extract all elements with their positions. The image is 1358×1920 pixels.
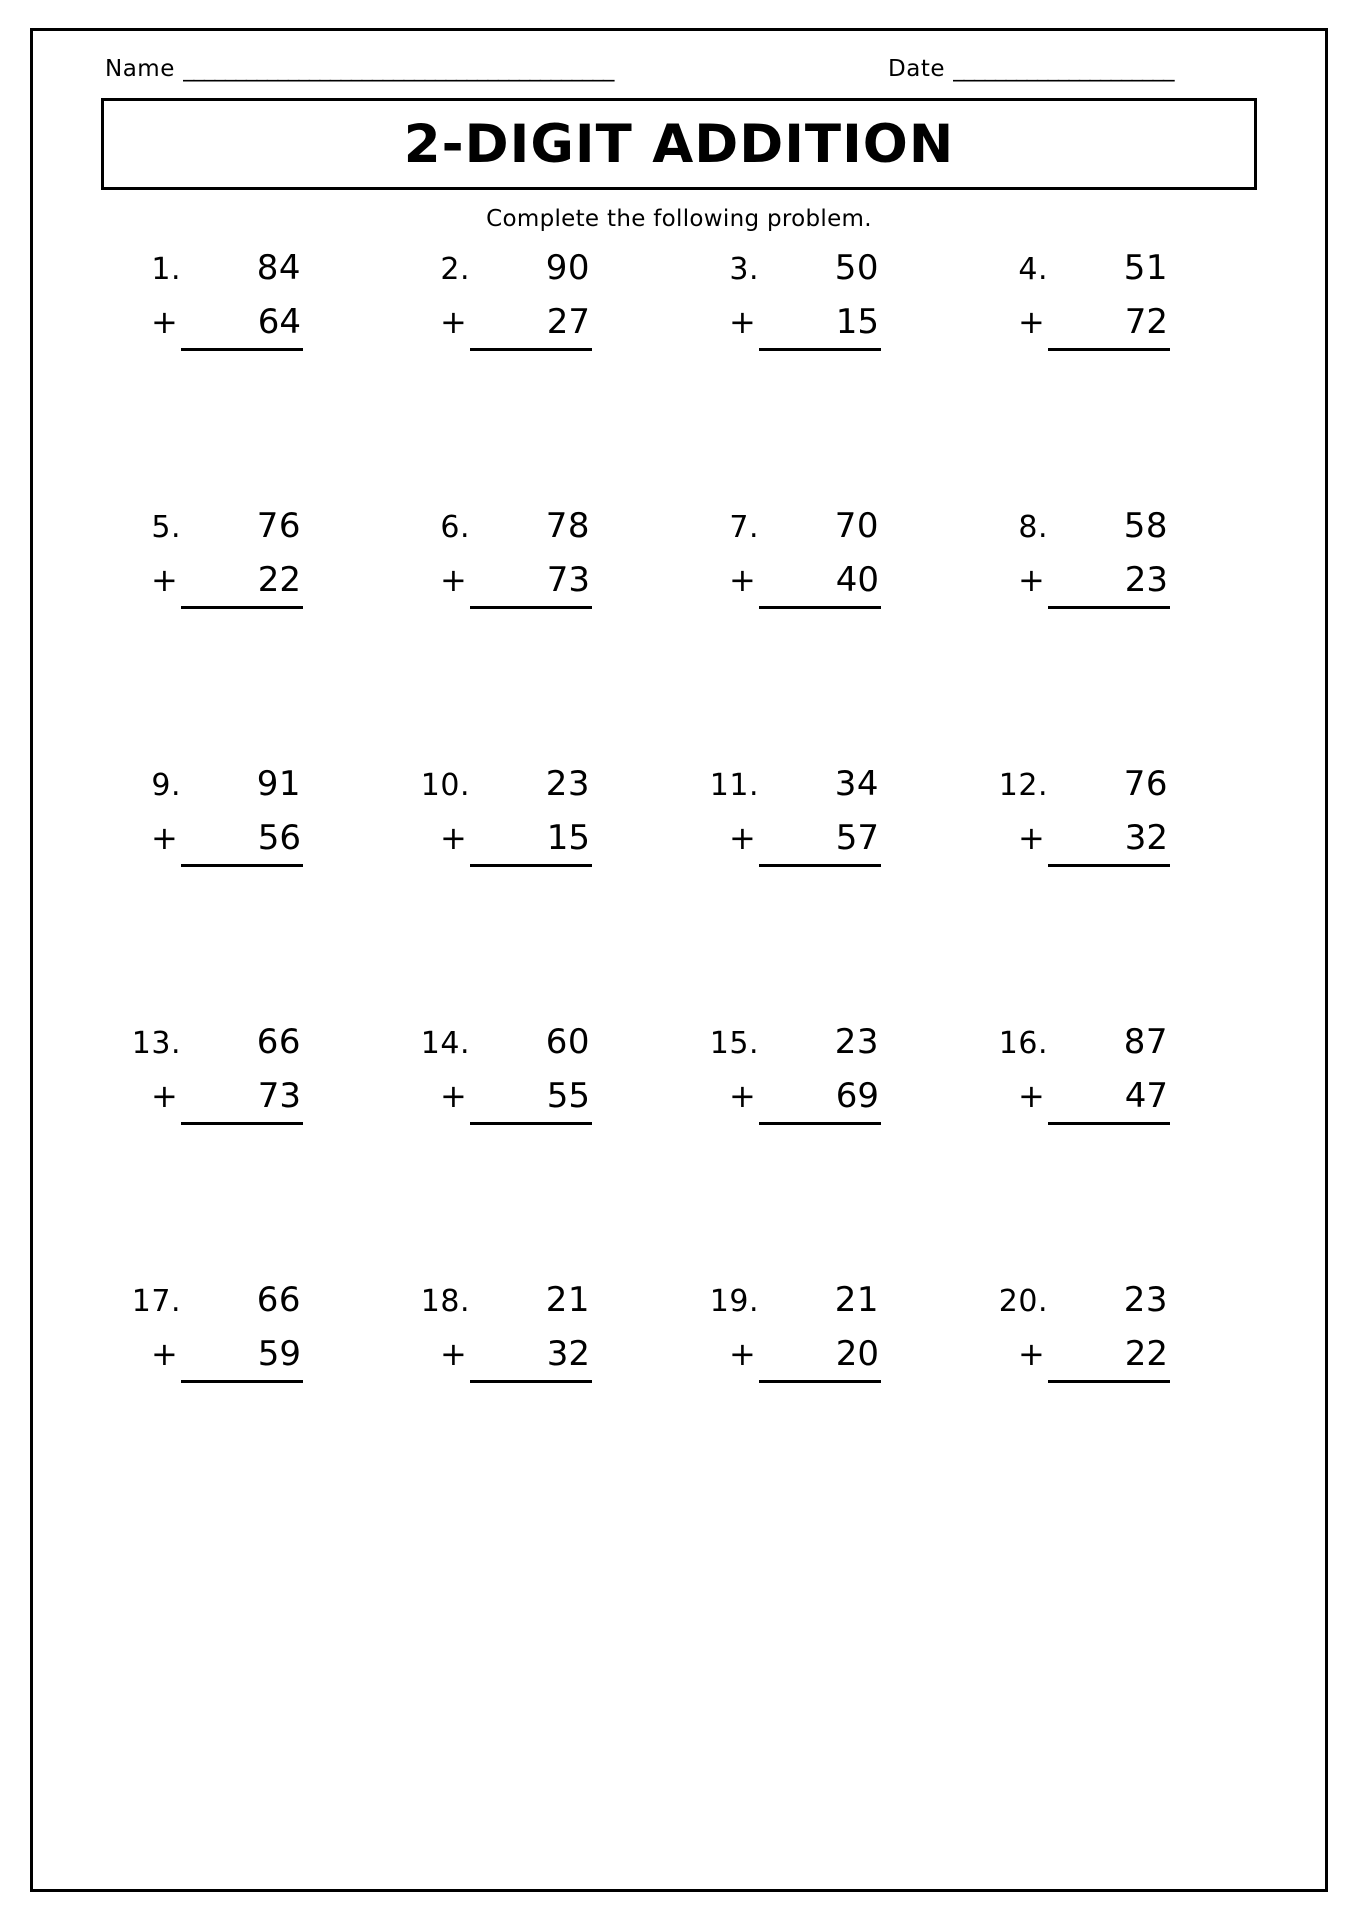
plus-operator: + [151,1335,178,1373]
problem-bottom-row [119,302,390,342]
problem-bottom-row [986,818,1257,858]
problem-number: 10. [420,768,470,803]
plus-operator: + [440,561,467,599]
problem-number: 15. [709,1026,759,1061]
problem-number: 4. [1018,252,1048,287]
problem-bottom-operand: 73 [546,560,590,600]
plus-operator: + [440,1335,467,1373]
answer-blank[interactable] [697,351,968,407]
problem-item [101,248,390,506]
problem-item [679,1280,968,1538]
answer-blank[interactable] [408,867,679,923]
problem-top-row [408,1280,679,1320]
problem-number: 16. [998,1026,1048,1061]
problem-number: 1. [151,252,181,287]
plus-operator: + [151,303,178,341]
problem-bottom-operand: 64 [257,302,301,342]
problem-top-operand: 78 [545,506,590,546]
answer-blank[interactable] [986,609,1257,665]
problem-number: 11. [709,768,759,803]
plus-operator: + [1018,819,1045,857]
problem-number: 5. [151,510,181,545]
problem-item [101,1022,390,1280]
problem-bottom-row [697,560,968,600]
problem-top-row [408,1022,679,1062]
problem-number: 2. [440,252,470,287]
problem-item [968,764,1257,1022]
problem-top-row [408,506,679,546]
problem-bottom-row [408,302,679,342]
problem-bottom-operand: 22 [1124,1334,1168,1374]
problem-top-operand: 70 [834,506,879,546]
plus-operator: + [729,1077,756,1115]
name-label: Name [105,56,175,82]
problem-top-row [986,506,1257,546]
problem-bottom-operand: 22 [257,560,301,600]
problem-bottom-operand: 15 [835,302,879,342]
problem-top-operand: 76 [1123,764,1168,804]
answer-blank[interactable] [408,609,679,665]
problem-item [679,1022,968,1280]
problem-top-row [986,1280,1257,1320]
problem-bottom-row [408,560,679,600]
problem-item [390,506,679,764]
problem-bottom-operand: 32 [546,1334,590,1374]
problem-bottom-row [408,818,679,858]
name-date-row [101,56,1257,82]
problem-number: 14. [420,1026,470,1061]
problem-bottom-operand: 20 [835,1334,879,1374]
problem-bottom-row [119,1076,390,1116]
problem-number: 3. [729,252,759,287]
plus-operator: + [729,561,756,599]
problem-bottom-operand: 27 [546,302,590,342]
problem-bottom-row [408,1334,679,1374]
answer-blank[interactable] [697,1383,968,1439]
problem-item [968,248,1257,506]
problem-number: 7. [729,510,759,545]
problem-top-operand: 76 [256,506,301,546]
problem-top-row [697,248,968,288]
problem-item [101,506,390,764]
problem-top-operand: 58 [1123,506,1168,546]
problem-number: 19. [709,1284,759,1319]
problem-number: 12. [998,768,1048,803]
problem-top-operand: 90 [545,248,590,288]
problem-bottom-operand: 72 [1124,302,1168,342]
problem-bottom-row [697,818,968,858]
plus-operator: + [729,303,756,341]
problem-bottom-operand: 73 [257,1076,301,1116]
problem-top-row [119,764,390,804]
problem-bottom-operand: 57 [835,818,879,858]
plus-operator: + [440,1077,467,1115]
plus-operator: + [151,819,178,857]
problem-bottom-row [986,1076,1257,1116]
plus-operator: + [1018,561,1045,599]
worksheet-content [65,28,1293,1538]
problem-top-operand: 51 [1123,248,1168,288]
problem-number: 20. [998,1284,1048,1319]
problem-item [390,1022,679,1280]
problem-top-operand: 21 [545,1280,590,1320]
problem-item [679,506,968,764]
answer-blank[interactable] [697,867,968,923]
problem-top-row [408,764,679,804]
problem-bottom-operand: 69 [835,1076,879,1116]
problem-number: 13. [131,1026,181,1061]
problem-item [390,248,679,506]
instruction-text: Complete the following problem. [486,206,872,232]
problem-item [968,1280,1257,1538]
problem-number: 8. [1018,510,1048,545]
problem-number: 9. [151,768,181,803]
problem-top-row [986,248,1257,288]
problem-top-row [119,1022,390,1062]
answer-blank[interactable] [119,351,390,407]
problem-bottom-row [986,302,1257,342]
problem-bottom-operand: 47 [1124,1076,1168,1116]
problem-bottom-operand: 56 [257,818,301,858]
title-box [101,98,1257,190]
answer-blank[interactable] [408,1125,679,1181]
problem-bottom-operand: 40 [835,560,879,600]
problem-bottom-row [697,302,968,342]
problem-number: 17. [131,1284,181,1319]
problem-bottom-row [986,560,1257,600]
problem-top-row [697,1280,968,1320]
problem-item [679,248,968,506]
plus-operator: + [440,819,467,857]
problem-bottom-row [986,1334,1257,1374]
problem-bottom-row [697,1334,968,1374]
problem-item [679,764,968,1022]
answer-blank[interactable] [119,867,390,923]
plus-operator: + [1018,1335,1045,1373]
problem-bottom-operand: 55 [546,1076,590,1116]
plus-operator: + [729,1335,756,1373]
plus-operator: + [151,561,178,599]
answer-blank[interactable] [697,609,968,665]
problem-item [968,506,1257,764]
problem-top-row [119,506,390,546]
problem-item [390,1280,679,1538]
problem-top-operand: 21 [834,1280,879,1320]
problem-top-operand: 34 [834,764,879,804]
answer-blank[interactable] [408,1383,679,1439]
plus-operator: + [151,1077,178,1115]
problem-top-operand: 91 [256,764,301,804]
problem-bottom-row [408,1076,679,1116]
problem-top-row [697,506,968,546]
problem-item [968,1022,1257,1280]
problem-top-operand: 84 [256,248,301,288]
problem-item [101,764,390,1022]
problem-top-operand: 23 [545,764,590,804]
answer-blank[interactable] [986,351,1257,407]
answer-blank[interactable] [697,1125,968,1181]
date-blank-line[interactable]: _____________________ [953,56,1174,82]
answer-blank[interactable] [986,1125,1257,1181]
problem-top-operand: 23 [834,1022,879,1062]
problem-top-operand: 66 [256,1280,301,1320]
problem-bottom-row [119,560,390,600]
date-label: Date [888,56,945,82]
plus-operator: + [440,303,467,341]
problem-number: 6. [440,510,470,545]
problem-top-row [697,764,968,804]
problem-bottom-operand: 32 [1124,818,1168,858]
problem-item [101,1280,390,1538]
name-blank-line[interactable]: _________________________________________ [182,56,614,82]
problem-bottom-row [119,1334,390,1374]
problem-top-operand: 23 [1123,1280,1168,1320]
problem-item [390,764,679,1022]
answer-blank[interactable] [119,1383,390,1439]
plus-operator: + [729,819,756,857]
problem-top-operand: 66 [256,1022,301,1062]
problem-top-row [986,764,1257,804]
problem-bottom-operand: 23 [1124,560,1168,600]
plus-operator: + [1018,303,1045,341]
page-title: 2-DIGIT ADDITION [403,113,955,175]
problem-top-row [986,1022,1257,1062]
problems-grid [101,248,1257,1538]
answer-blank[interactable] [408,351,679,407]
problem-top-row [119,248,390,288]
answer-blank[interactable] [986,867,1257,923]
problem-bottom-row [697,1076,968,1116]
problem-top-row [408,248,679,288]
problem-bottom-operand: 15 [546,818,590,858]
answer-blank[interactable] [119,609,390,665]
problem-top-row [697,1022,968,1062]
problem-bottom-row [119,818,390,858]
problem-top-row [119,1280,390,1320]
problem-bottom-operand: 59 [257,1334,301,1374]
answer-blank[interactable] [986,1383,1257,1439]
answer-blank[interactable] [119,1125,390,1181]
problem-top-operand: 50 [834,248,879,288]
plus-operator: + [1018,1077,1045,1115]
problem-top-operand: 60 [545,1022,590,1062]
problem-number: 18. [420,1284,470,1319]
problem-top-operand: 87 [1123,1022,1168,1062]
